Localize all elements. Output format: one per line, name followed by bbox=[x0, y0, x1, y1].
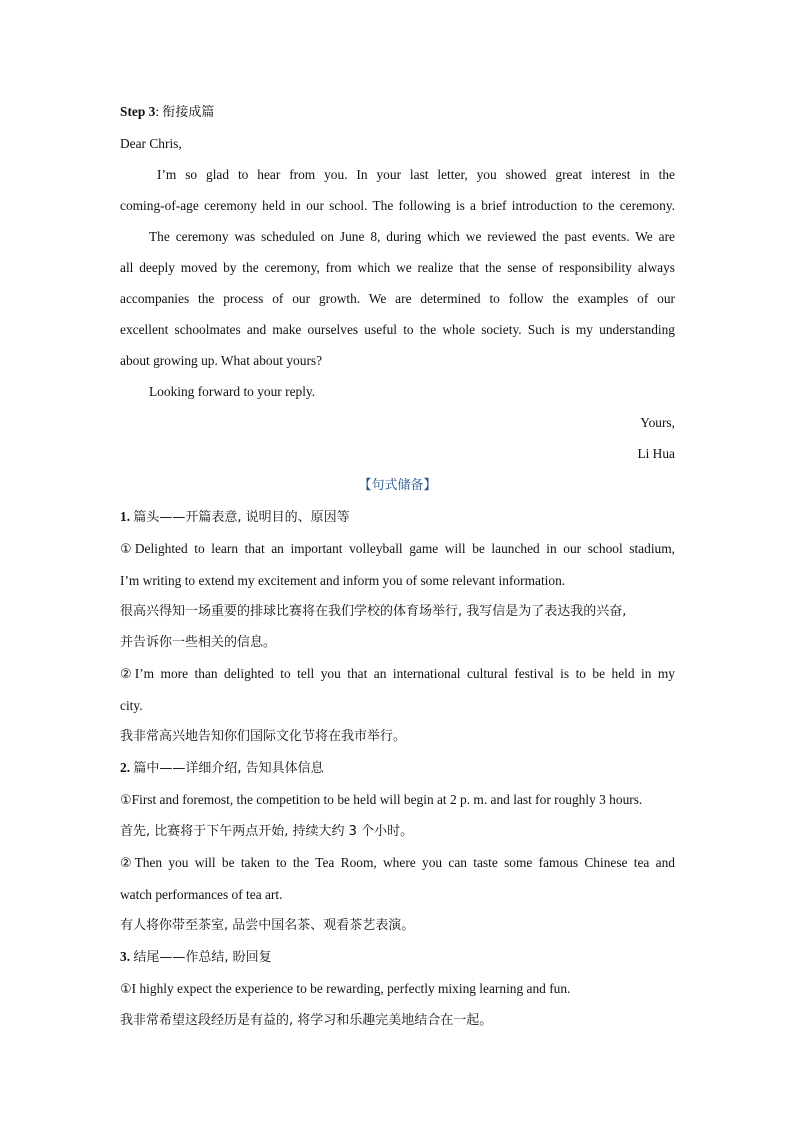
group-1-example-1-cn-line-1: 很高兴得知一场重要的排球比赛将在我们学校的体育场举行, 我写信是为了表达我的兴奋, bbox=[120, 604, 627, 619]
section-title-text: 【句式储备】 bbox=[358, 478, 437, 493]
letter-paragraph-2-line-2: all deeply moved by the ceremony, from which we realize that the sense of responsibility always bbox=[120, 260, 675, 275]
section-title bbox=[120, 469, 675, 501]
step-heading: Step 3: 衔接成篇 bbox=[120, 104, 215, 120]
letter-paragraph-3: Looking forward to your reply. bbox=[149, 384, 316, 399]
group-1-title: 篇头——开篇表意, 说明目的、原因等 bbox=[133, 510, 350, 525]
example-marker: ② bbox=[120, 856, 135, 871]
group-1-example-1-cn-line-2: 并告诉你一些相关的信息。 bbox=[120, 635, 277, 650]
example-marker: ② bbox=[120, 667, 135, 682]
letter-paragraph-1-line-2: coming-of-age ceremony held in our school. The following is a brief introduction to the ceremony. bbox=[120, 198, 675, 213]
letter-paragraph-2-line-3: accompanies the process of our growth. We are determined to follow the examples of our bbox=[120, 291, 675, 306]
example-marker: ① bbox=[120, 542, 135, 557]
letter-signature: Li Hua bbox=[637, 446, 675, 461]
group-2-example-2-cn: 有人将你带至茶室, 品尝中国名茶、观看茶艺表演。 bbox=[120, 918, 415, 933]
group-1-example-2-en-line-2: city. bbox=[120, 698, 143, 713]
letter-salutation: Dear Chris, bbox=[120, 136, 182, 151]
letter-closing: Yours, bbox=[640, 415, 675, 430]
group-3-example-1-en: ①I highly expect the experience to be rewarding, perfectly mixing learning and fun. bbox=[120, 981, 571, 997]
group-1-example-1-en-line-1: ①Delighted to learn that an important volleyball game will be launched in our school stadium, bbox=[120, 541, 675, 557]
group-1-heading bbox=[120, 501, 675, 533]
group-2-heading bbox=[120, 752, 675, 784]
group-2-number: 2. bbox=[120, 760, 131, 775]
group-2-example-2-en-line-2: watch performances of tea art. bbox=[120, 887, 283, 902]
group-3-number: 3. bbox=[120, 949, 131, 964]
letter-paragraph-1-line-1: I’m so glad to hear from you. In your last letter, you showed great interest in the bbox=[157, 167, 675, 182]
group-2-example-2-en-line-1: ②Then you will be taken to the Tea Room, where you can taste some famous Chinese tea and bbox=[120, 855, 676, 871]
group-1-example-2-cn: 我非常高兴地告知你们国际文化节将在我市举行。 bbox=[120, 729, 407, 744]
group-3-heading bbox=[120, 941, 675, 973]
group-3-example-1-cn: 我非常希望这段经历是有益的, 将学习和乐趣完美地结合在一起。 bbox=[120, 1013, 493, 1028]
letter-paragraph-2-line-4: excellent schoolmates and make ourselves useful to the whole society. Such is my understanding bbox=[120, 322, 675, 337]
letter-paragraph-2-line-5: about growing up. What about yours? bbox=[120, 353, 323, 368]
group-1-example-2-en-line-1: ②I’m more than delighted to tell you that an international cultural festival is to be held in my bbox=[120, 666, 675, 682]
group-2-example-1-cn: 首先, 比赛将于下午两点开始, 持续大约 3 个小时。 bbox=[120, 824, 414, 839]
step-title: 衔接成篇 bbox=[162, 105, 215, 120]
group-2-example-1-en: ①First and foremost, the competition to be held will begin at 2 p. m. and last for roughly 3 hours. bbox=[120, 792, 643, 808]
group-1-number: 1. bbox=[120, 509, 131, 524]
example-marker: ① bbox=[120, 982, 132, 997]
group-1-example-1-en-line-2: I’m writing to extend my excitement and inform you of some relevant information. bbox=[120, 573, 566, 588]
group-3-title: 结尾——作总结, 盼回复 bbox=[133, 950, 272, 965]
letter-paragraph-2-line-1: The ceremony was scheduled on June 8, during which we reviewed the past events. We are bbox=[149, 229, 675, 244]
step-label: Step 3 bbox=[120, 104, 156, 119]
document-page bbox=[120, 96, 675, 1036]
example-marker: ① bbox=[120, 793, 132, 808]
group-2-title: 篇中——详细介绍, 告知具体信息 bbox=[133, 761, 324, 776]
